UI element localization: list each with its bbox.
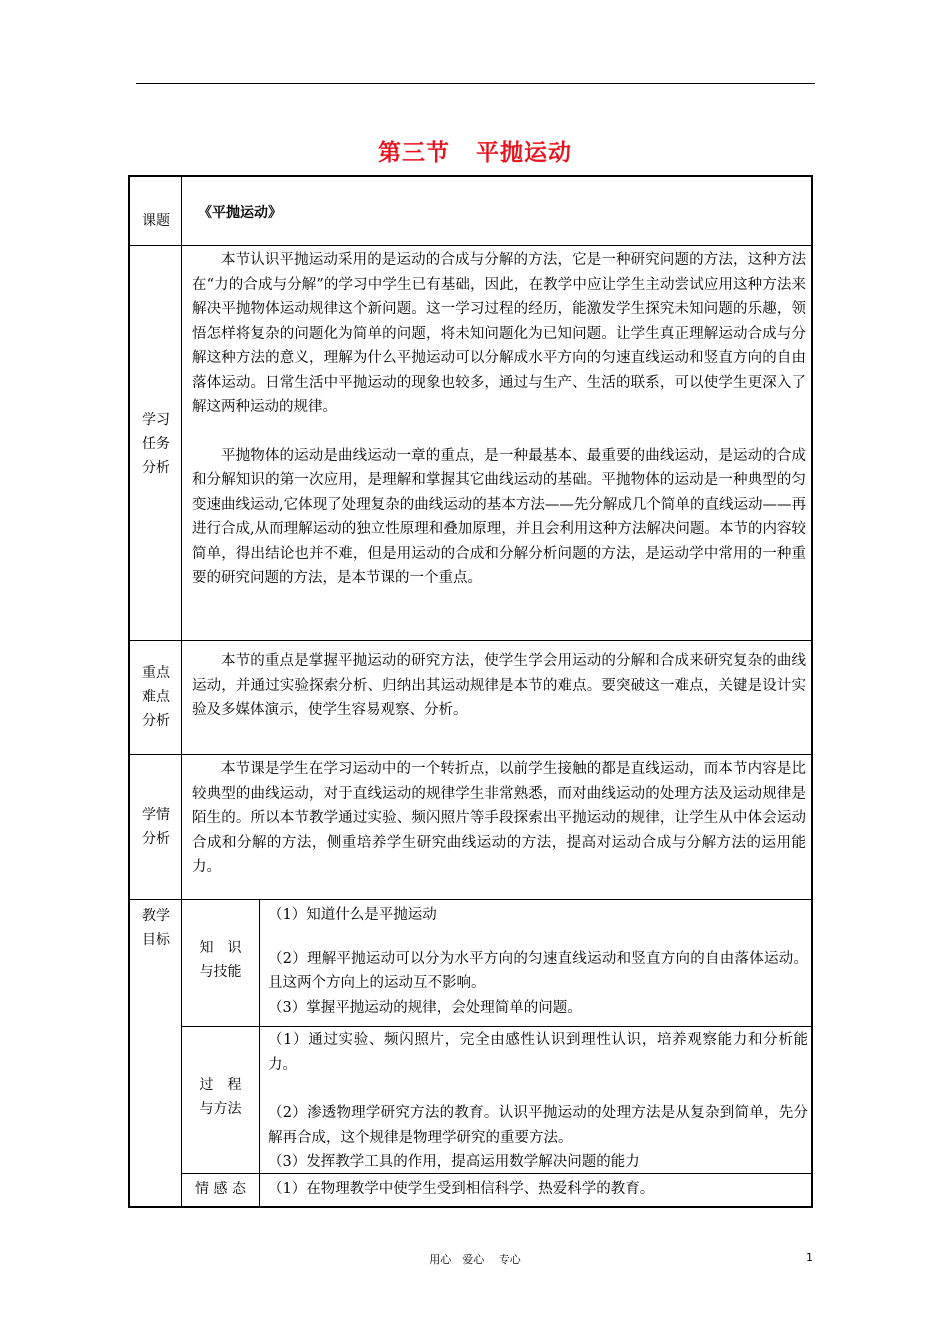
divider xyxy=(182,1173,811,1174)
header-rule xyxy=(136,83,815,84)
emotion-attitude-text xyxy=(268,1177,808,1202)
label-knowledge-skills: 知 识 与技能 xyxy=(182,900,260,1026)
title-topic: 平抛运动 xyxy=(476,140,572,166)
knowledge-skills-text xyxy=(268,903,808,1020)
learner-analysis-text: 本节课是学生在学习运动中的一个转折点，以前学生接触的都是直线运动，而本节内容是比较典型的曲线运动，对于直线运动的规律学生非常熟悉，而对曲线运动的处理方法及运动规律是陌生的。所以本节教学通过实验、频闪照片等手段探索出平抛运动的规律，让学生从中体会运动合成和分解的方法，侧重培养学生研究曲线运动的方法，提高对运动合成与分解方法的运用能力。 xyxy=(192,761,806,875)
knowledge-item-1: （1）知道什么是平抛运动 xyxy=(268,907,437,923)
emotion-item-1: （1）在物理教学中使学生受到相信科学、热爱科学的教育。 xyxy=(268,1181,655,1197)
label-key-points: 重点 难点 分析 xyxy=(130,641,182,754)
page-footer: 用心 爱心 专心 xyxy=(429,1253,521,1266)
row-learner-analysis xyxy=(130,755,811,900)
row-key-points xyxy=(130,641,811,755)
row-task-analysis xyxy=(130,246,811,641)
row-topic xyxy=(130,177,811,246)
task-analysis-text xyxy=(192,248,806,591)
label-process-method: 过 程 与方法 xyxy=(182,1026,260,1173)
process-item-3: （3）发挥教学工具的作用，提高运用数学解决问题的能力 xyxy=(268,1154,640,1170)
divider xyxy=(182,1026,811,1027)
process-method-text xyxy=(268,1028,808,1175)
process-item-2: （2）渗透物理学研究方法的教育。认识平抛运动的处理方法是从复杂到简单，先分解再合成，这个规律是物理学研究的重要方法。 xyxy=(268,1105,808,1146)
topic-value: 《平抛运动》 xyxy=(198,205,282,221)
label-topic: 课题 xyxy=(130,177,182,245)
task-paragraph-2: 平抛物体的运动是曲线运动一章的重点，是一种最基本、最重要的曲线运动，是运动的合成和分解知识的第一次应用，是理解和掌握其它曲线运动的基础。平抛物体的运动是一种典型的匀变速曲线运动,它体现了处理复杂的曲线运动的基本方法——先分解成几个简单的直线运动——再进行合成,从而理解运动的独立性原理和叠加原理，并且会利用这种方法解决问题。本节的内容较简单，得出结论也并不难，但是用运动的合成和分解分析问题的方法，是运动学中常用的一种重要的研究问题的方法，是本节课的一个重点。 xyxy=(192,447,806,586)
knowledge-item-3: （3）掌握平抛运动的规律，会处理简单的问题。 xyxy=(268,999,582,1016)
label-teaching-goals: 教学 目标 xyxy=(130,900,182,1206)
task-paragraph-1: 本节认识平抛运动采用的是运动的合成与分解的方法，它是一种研究问题的方法，这种方法在“力的合成与分解”的学习中学生已有基础，因此，在教学中应让学生主动尝试应用这种方法来解决平抛物体运动规律这个新问题。这一学习过程的经历，能激发学生探究未知问题的乐趣，领悟怎样将复杂的问题化为简单的问题，将未知问题化为已知问题。让学生真正理解运动合成与分解这种方法的意义，理解为什么平抛运动可以分解成水平方向的匀速直线运动和竖直方向的自由落体运动。日常生活中平抛运动的现象也较多，通过与生产、生活的联系，可以使学生更深入了解这两种运动的规律。 xyxy=(192,252,806,415)
key-points-text: 本节的重点是掌握平抛运动的研究方法，使学生学会用运动的分解和合成来研究复杂的曲线运动，并通过实验探索分析、归纳出其运动规律是本节的难点。要突破这一难点，关键是设计实验及多媒体演示，使学生容易观察、分析。 xyxy=(192,653,806,718)
label-emotion-attitude: 情 感 态 xyxy=(182,1173,260,1206)
title-section: 第三节 xyxy=(378,140,450,166)
page-number: 1 xyxy=(806,1251,813,1264)
label-learner-analysis: 学情 分析 xyxy=(130,755,182,899)
lesson-table xyxy=(128,175,813,1208)
knowledge-item-2: （2）理解平抛运动可以分为水平方向的匀速直线运动和竖直方向的自由落体运动。且这两个方向上的运动互不影响。 xyxy=(268,950,808,991)
row-teaching-goals xyxy=(130,900,811,1206)
page-title xyxy=(0,134,950,167)
label-task-analysis: 学习 任务 分析 xyxy=(130,246,182,640)
process-item-1: （1）通过实验、频闪照片，完全由感性认识到理性认识，培养观察能力和分析能力。 xyxy=(268,1032,808,1073)
